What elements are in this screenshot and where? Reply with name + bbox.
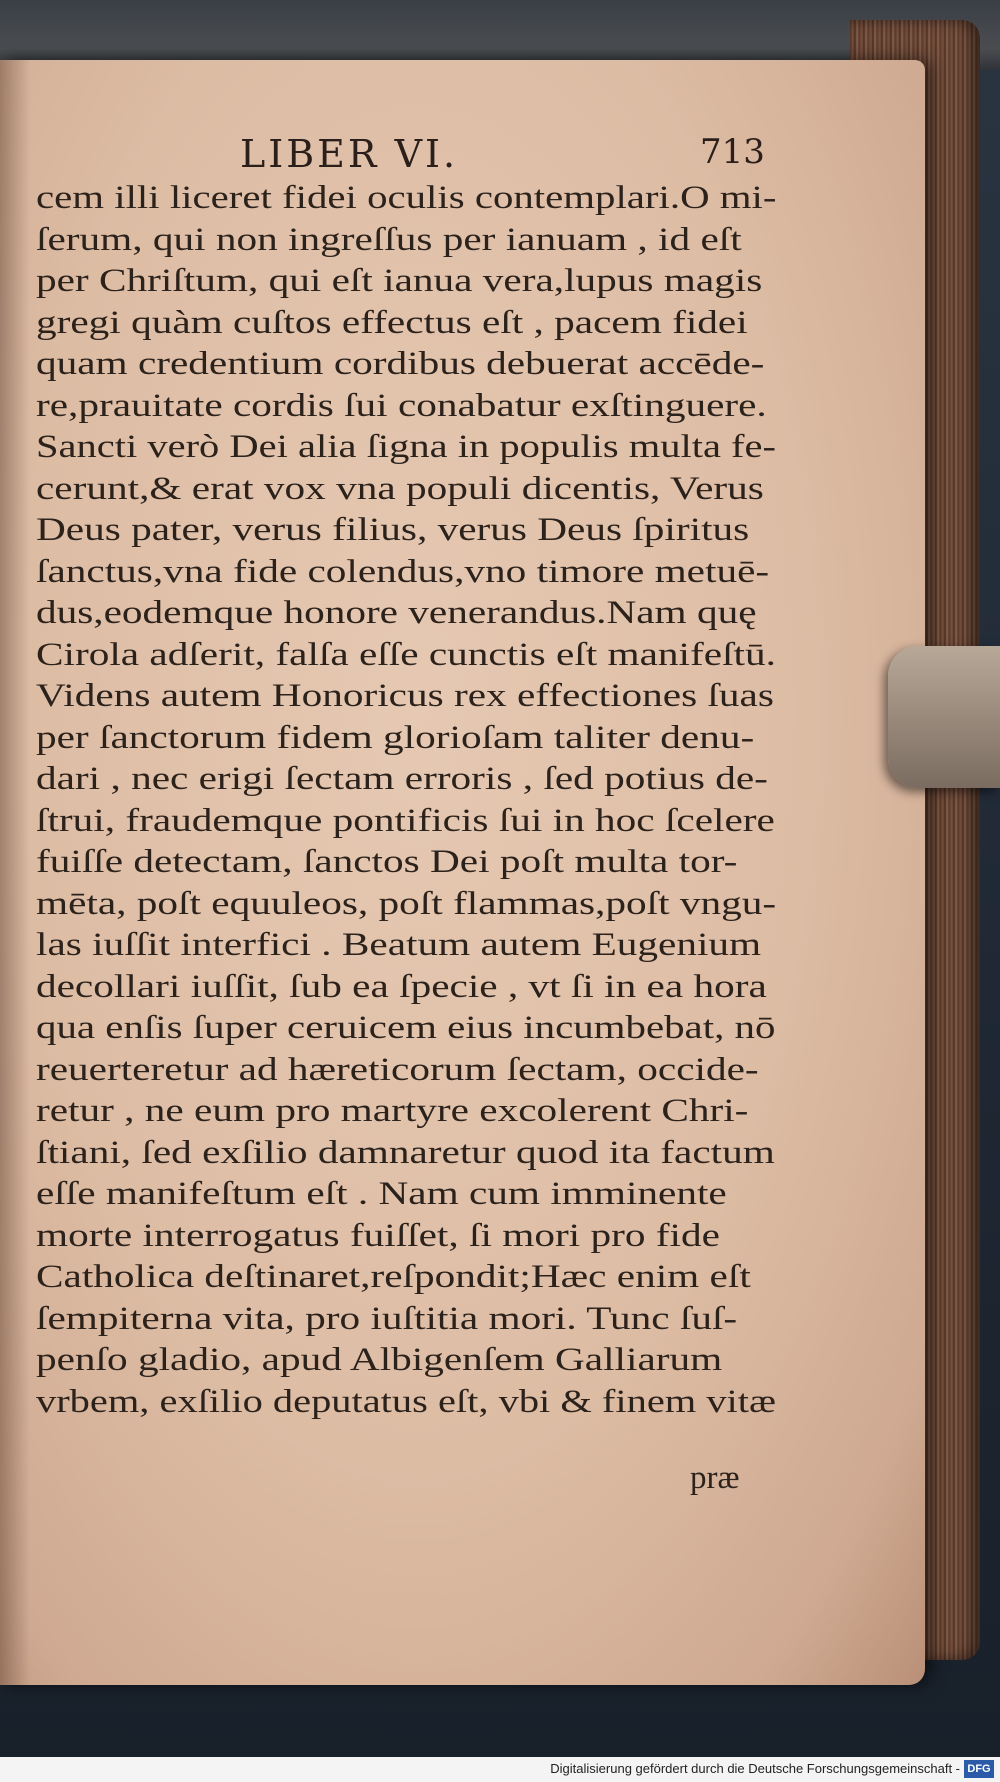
text-line: ſtiani, ſed exſilio damnaretur quod ita factum — [36, 1134, 775, 1171]
text-line: Videns autem Honoricus rex effectiones ſuas — [36, 678, 774, 714]
bookmark-ribbon — [888, 646, 1000, 788]
digitization-credit: Digitalisierung gefördert durch die Deutsche Forschungsgemeinschaft - — [550, 1761, 960, 1776]
text-line: mēta, poſt equuleos, poſt flammas,poſt vngu- — [36, 885, 777, 922]
text-line: ſempiterna vita, pro iuſtitia mori. Tunc ſuſ- — [36, 1300, 738, 1337]
dfg-logo: DFG — [964, 1760, 994, 1778]
text-line: quam credentium cordibus debuerat accēde- — [36, 346, 765, 382]
text-line: las iuſſit interfici . Beatum autem Eugenium — [36, 927, 762, 963]
text-line: fuiſſe detectam, ſanctos Dei poſt multa tor- — [36, 844, 738, 880]
text-line: ſerum, qui non ingreſſus per ianuam , id eſt — [36, 221, 742, 258]
running-head: LIBER VI. — [240, 132, 459, 176]
text-line: Cirola adſerit, falſa eſſe cunctis eſt manifeſtū. — [36, 636, 776, 673]
text-line: per Chriſtum, qui eſt ianua vera,lupus magis — [36, 263, 763, 299]
text-line: ſtrui, fraudemque pontificis ſui in hoc ſcelere — [36, 802, 775, 839]
text-line: per ſanctorum fidem glorioſam taliter denu- — [36, 719, 755, 756]
text-line: cem illi liceret fidei oculis contemplari.O mi- — [36, 180, 777, 216]
text-line: eſſe manifeſtum eſt . Nam cum imminente — [36, 1176, 727, 1212]
text-line: retur , ne eum pro martyre excolerent Chri- — [36, 1093, 749, 1129]
text-line: re,prauitate cordis ſui conabatur exſtinguere. — [36, 387, 767, 424]
text-line: qua enſis ſuper ceruicem eius incumbebat, nō — [36, 1010, 776, 1046]
text-line: dari , nec erigi ſectam erroris , ſed potius de- — [36, 761, 768, 797]
text-line: gregi quàm cuſtos effectus eſt , pacem fidei — [36, 304, 748, 341]
text-line: Catholica deſtinaret,reſpondit;Hæc enim eſt — [36, 1259, 751, 1295]
text-line: decollari iuſſit, ſub ea ſpecie , vt ſi in ea hora — [36, 968, 767, 1005]
text-block — [36, 178, 776, 1498]
text-line: ſanctus,vna fide colendus,vno timore metuē- — [36, 553, 770, 590]
text-line: penſo gladio, apud Albigenſem Galliarum — [36, 1342, 723, 1378]
text-line: Deus pater, verus filius, verus Deus ſpiritus — [36, 512, 750, 548]
text-line: reuerteretur ad hæreticorum ſectam, occide- — [36, 1051, 759, 1088]
catchword: præ — [690, 1460, 740, 1496]
text-line: cerunt,& erat vox vna populi dicentis, Verus — [36, 470, 764, 507]
text-line: Sancti verò Dei alia ſigna in populis multa fe- — [36, 429, 777, 465]
text-line: vrbem, exſilio deputatus eſt, vbi & finem vitæ — [36, 1383, 776, 1420]
page-number: 713 — [700, 132, 765, 172]
text-line: dus,eodemque honore venerandus.Nam quę — [36, 595, 757, 631]
text-line: morte interrogatus fuiſſet, ſi mori pro fide — [36, 1217, 720, 1254]
